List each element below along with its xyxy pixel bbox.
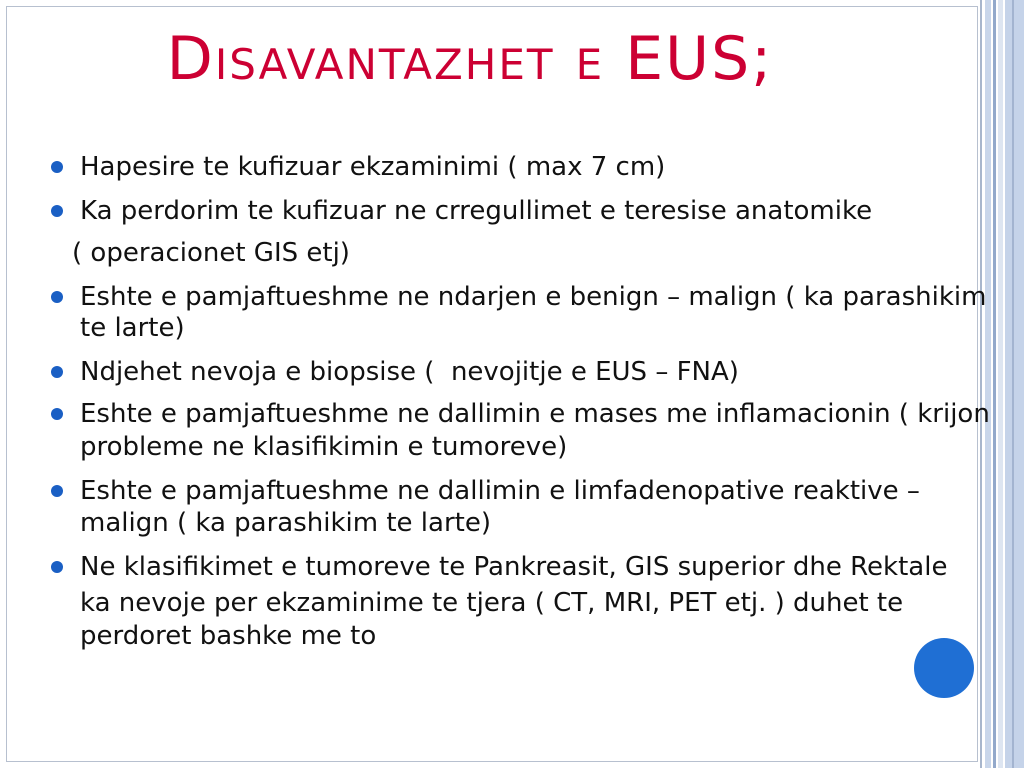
stripe: [1005, 0, 1024, 768]
decorative-circle: [914, 638, 974, 698]
stripe: [985, 0, 991, 768]
stripe: [1012, 0, 1014, 768]
bullet-text-continuation: malign ( ka parashikim te larte): [80, 508, 491, 538]
bullet-icon: [51, 205, 63, 217]
bullet-text: Ne klasifikimet e tumoreve te Pankreasit, GIS superior dhe Rektale: [80, 552, 948, 582]
bullet-text-continuation: perdoret bashke me to: [80, 621, 377, 651]
stripe: [980, 0, 982, 768]
bullet-text: Hapesire te kufizuar ekzaminimi ( max 7 cm): [80, 152, 666, 182]
bullet-text-continuation: ( operacionet GIS etj): [72, 238, 350, 268]
bullet-icon: [51, 291, 63, 303]
bullet-icon: [51, 161, 63, 173]
bullet-text: Eshte e pamjaftueshme ne dallimin e limfadenopative reaktive –: [80, 476, 920, 506]
bullet-icon: [51, 561, 63, 573]
bullet-text: Ka perdorim te kufizuar ne crregullimet e teresise anatomike: [80, 196, 873, 226]
stripe: [993, 0, 996, 768]
slide-title: Disavantazhet e EUS;: [166, 24, 774, 94]
bullet-text-continuation: probleme ne klasifikimin e tumoreve): [80, 432, 568, 462]
bullet-text: Eshte e pamjaftueshme ne ndarjen e benign – malign ( ka parashikim: [80, 282, 987, 312]
bullet-icon: [51, 485, 63, 497]
bullet-text: Eshte e pamjaftueshme ne dallimin e mases me inflamacionin ( krijon: [80, 399, 990, 429]
bullet-icon: [51, 408, 63, 420]
bullet-icon: [51, 366, 63, 378]
bullet-text: Ndjehet nevoja e biopsise ( nevojitje e EUS – FNA): [80, 357, 739, 387]
bullet-text-continuation: te larte): [80, 313, 185, 343]
stripe: [998, 0, 1003, 768]
bullet-text-continuation: ka nevoje per ekzaminime te tjera ( CT, MRI, PET etj. ) duhet te: [80, 588, 904, 618]
